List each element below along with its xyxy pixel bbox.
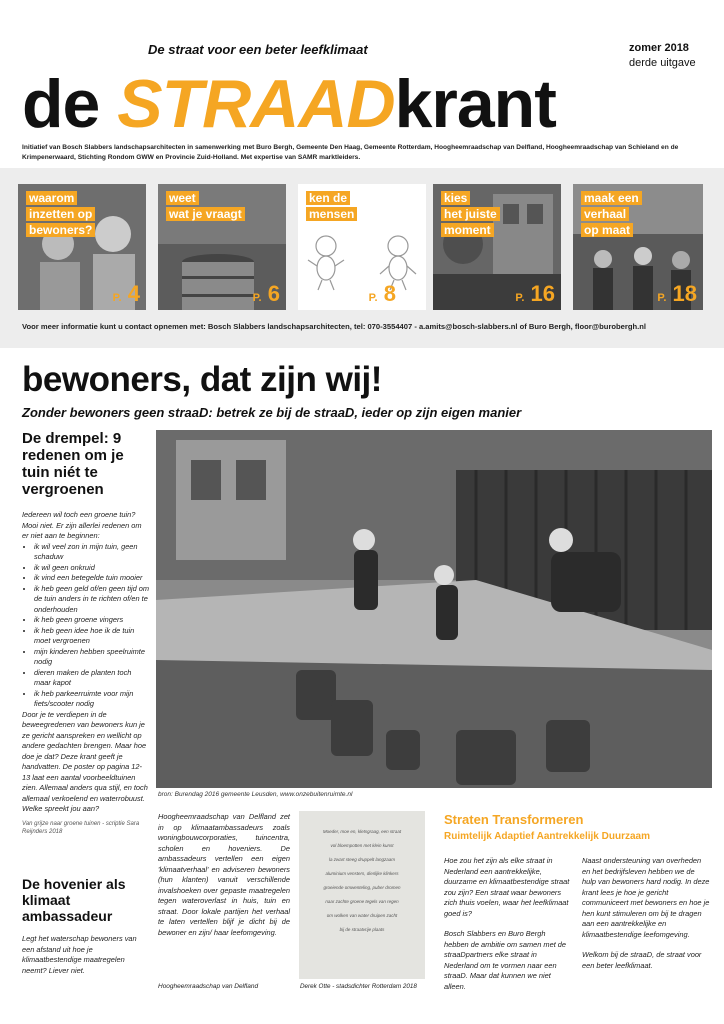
drempel-list (22, 542, 150, 710)
drempel-intro: Iedereen wil toch een groene tuin? Mooi niet. Er zijn allerlei redenen om er niet aan te beginnen: (22, 510, 142, 540)
poem-line: naar zachte groene tegels van regen (325, 899, 399, 904)
list-item: • ik heb geen idee hoe ik de tuin moet vergroenen (34, 626, 150, 647)
teaser-page: P. 8 (368, 281, 396, 306)
teaser-label: kies het juiste moment (441, 190, 500, 238)
teaser-tile-moment[interactable] (433, 184, 561, 310)
masthead-title (22, 66, 556, 142)
straten-article (444, 812, 714, 842)
main-subheadline: Zonder bewoners geen straaD: betrek ze bij de straaD, ieder op zijn eigen manier (22, 405, 522, 420)
tagline: De straat voor een beter leefklimaat (148, 42, 368, 57)
list-item: • ik heb parkeerruimte voor mijn fiets/scooter nodig (34, 689, 150, 710)
drempel-title: De drempel: 9 redenen om je tuin niét te vergroenen (22, 430, 124, 498)
straten-title: Straten Transformeren (444, 812, 584, 827)
masthead-accent: STRAAD (117, 66, 395, 142)
masthead-part1: de (22, 66, 118, 142)
teaser-label: weet wat je vraagt (166, 190, 245, 222)
contact-info: Voor meer informatie kunt u contact opnemen met: Bosch Slabbers landschapsarchitecten, tel: 070-3554407 - a.amits@bosch-slabbers.nl of Buro Bergh, floor@burobergh.nl (22, 322, 646, 331)
poem-card (299, 811, 425, 979)
list-item: • ik wil veel zon in mijn tuin, geen schaduw (34, 542, 150, 563)
straten-col1 (444, 856, 571, 992)
drempel-article (22, 430, 150, 836)
list-item: • ik heb geen groene vingers (34, 615, 150, 626)
teaser-label: waarom inzetten op bewoners? (26, 190, 95, 238)
main-photo (156, 430, 712, 788)
straten-col1-text: Hoe zou het zijn als elke straat in Nederland een aantrekkelijke, duurzame en klimaatbestendige straat zou zijn? Een straat waar bewoners zich thuis voelen, waar het leefklimaat goed is? (444, 856, 570, 918)
masthead-part2: krant (394, 66, 556, 142)
teaser-page: P. 18 (657, 281, 697, 306)
poem-line: la zwart steeg druppelt langzaam (328, 857, 396, 862)
teaser-tile-bewoners[interactable] (18, 184, 146, 310)
season-label: zomer 2018 (629, 42, 689, 54)
garden-work-photo-icon (156, 430, 712, 788)
teaser-tile-mensen[interactable] (298, 184, 426, 310)
main-headline: bewoners, dat zijn wij! (22, 360, 382, 399)
hovenier-title: De hovenier als klimaat ambassadeur (22, 876, 126, 924)
drempel-outro: Door je te verdiepen in de beweegredenen van bewoners kun je ze gericht aanspreken en wellicht op andere gedachten brengen. Maar hoe doe je dat? Deze krant geeft je handvatten. De poster op pagina 12-13 laat een aantal voorbeeldtuinen zien. Allemaal anders qua stijl, en toch allemaal verkoelend en waterrobuust. Welke spreekt jou aan? (22, 709, 148, 813)
hovenier-text: Legt het waterschap bewoners van een afstand uit hoe je klimaatbestendige maatregelen neemt? Liever niet. (22, 934, 137, 975)
teaser-tile-verhaal[interactable] (573, 184, 703, 310)
teaser-label: maak een verhaal op maat (581, 190, 642, 238)
poem-signature: Derek Otte - stadsdichter Rotterdam 2018 (300, 983, 417, 990)
poem-line: bij de straatvrije plaats (339, 927, 385, 932)
straten-col2-text: Naast ondersteuning van overheden en het bedrijfsleven hebben we de hulp van bewoners hard nodig. In deze krant lees je hoe je gericht communiceert met bewoners en hoe je hen kunt stimuleren om bij te dragen aan een aantrekkelijke en klimaatbestendige leefomgeving. (582, 856, 710, 939)
teaser-tile-vraag[interactable] (158, 184, 286, 310)
list-item: • ik vind een betegelde tuin mooier (34, 573, 150, 584)
list-item: • ik wil geen onkruid (34, 563, 150, 574)
photo-caption: bron: Burendag 2016 gemeente Leusden, www.onzebuitenruimte.nl (158, 791, 353, 798)
hovenier-article (22, 876, 150, 976)
teaser-label: ken de mensen (306, 190, 357, 222)
teaser-page: P. 6 (252, 281, 280, 306)
poem-line: groeiende omwenteling, puber dromen (323, 885, 401, 890)
delfland-text: Hoogheemraadschap van Delfland zet in op klimaatambassadeurs zoals woningbouwcorporaties, tuincentra, scholen en hoveniers. De ambassadeurs vertellen een eigen 'klimaatverhaal' en adviseren bewoners (hun klanten) vanuit verschillende invalshoeken over gepaste maatregelen tegen wateroverlast in huis, tuin en straat. Door lokale partijen het verhaal te laten vertellen blijf je dicht bij de bewoner en zijn/ haar leefomgeving. (158, 812, 290, 937)
straten-col1b-text: Bosch Slabbers en Buro Bergh hebben de ambitie om samen met de straaDpartners elke straat in Nederland om te vormen naar een straaD. Maar dat kunnen we niet alleen. (444, 929, 567, 991)
list-item: • mijn kinderen hebben speelruimte nodig (34, 647, 150, 668)
partner-credits: Initiatief van Bosch Slabbers landschapsarchitecten in samenwerking met Buro Bergh, Gemeente Den Haag, Gemeente Rotterdam, Hoogheemraadschap van Delfland, Hoogheemraadschap van Schieland en de Krimpenerwaard, Stichting Rondom GWW en Provincie Zuid-Holland. Met expertise van SAMR marktleiders. (22, 144, 679, 161)
poem-line: Moeder, moe en, kletsgraag, een straat (322, 829, 402, 834)
straten-col2b-text: Welkom bij de straaD, de straat voor een beter leefklimaat. (582, 950, 702, 970)
poem-line: om wolken van water druipen zacht (326, 913, 398, 918)
delfland-signature: Hoogheemraadschap van Delfland (158, 983, 259, 990)
poem-line: aluminium vensters, dierlijke klinkers (325, 871, 399, 876)
teaser-page: P. 4 (112, 281, 140, 306)
delfland-article (158, 812, 290, 938)
edition-label: derde uitgave (629, 57, 696, 69)
straten-col2 (582, 856, 710, 971)
list-item: • ik heb geen geld of/en geen tijd om de tuin anders in te richten of/en te onderhouden (34, 584, 150, 616)
drempel-source: Van grijze naar groene tuinen - scriptie Sara Reijnders 2018 (22, 820, 140, 835)
poem-line: vol bloempotten met klein kunst (330, 843, 394, 848)
straten-subtitle: Ruimtelijk Adaptief Aantrekkelijk Duurzaam (444, 831, 650, 842)
list-item: • dieren maken de planten toch maar kapot (34, 668, 150, 689)
teaser-page: P. 16 (515, 281, 555, 306)
